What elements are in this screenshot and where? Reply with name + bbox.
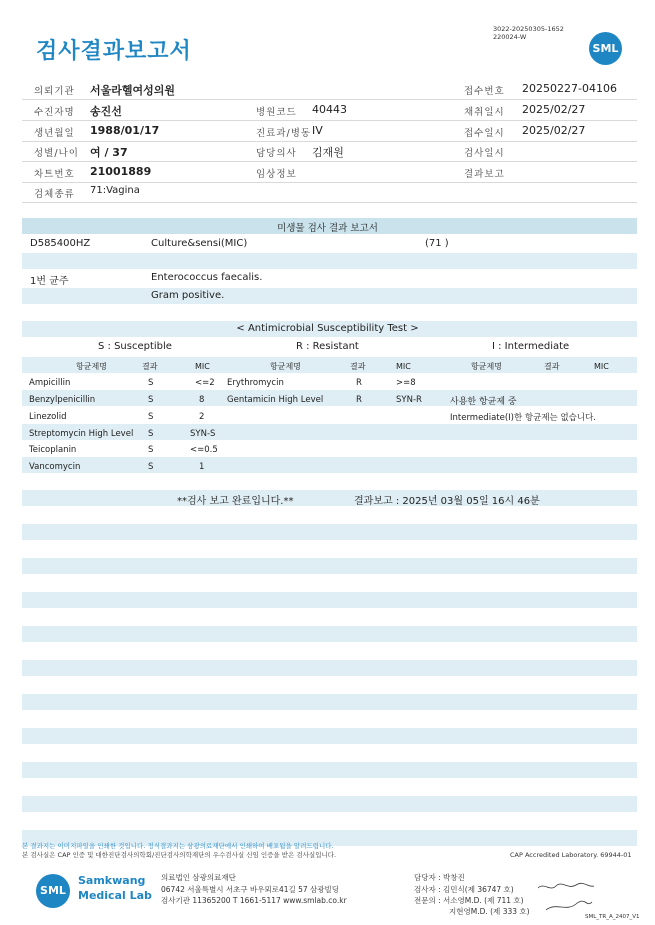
col-header-drug: 항균제명 bbox=[270, 362, 301, 371]
label-report: 결과보고 bbox=[464, 169, 505, 180]
ast-title: < Antimicrobial Susceptibility Test > bbox=[236, 323, 419, 334]
ast-result: S bbox=[148, 395, 154, 405]
doc-number-line-1: 3022-20250305-1652 bbox=[493, 25, 564, 33]
ast-drug: Benzylpenicillin bbox=[29, 395, 96, 405]
ast-drug: Teicoplanin bbox=[29, 445, 77, 455]
ast-drug: Linezolid bbox=[29, 412, 67, 422]
ast-mic: <=2 bbox=[195, 378, 215, 388]
organism-name: Enterococcus faecalis. bbox=[151, 272, 263, 283]
label-exam-date: 검사일시 bbox=[464, 148, 505, 159]
label-specimen: 검체종류 bbox=[34, 189, 75, 200]
staff-line-3: 전문의 : 서소영M.D. (제 711 호) bbox=[414, 896, 524, 905]
stripe bbox=[22, 592, 637, 608]
stripe bbox=[22, 796, 637, 812]
stripe bbox=[22, 558, 637, 574]
value-sex-age: 여 / 37 bbox=[90, 146, 128, 159]
stripe bbox=[22, 660, 637, 676]
specimen-code: (71 ) bbox=[425, 238, 449, 249]
ast-mic: <=0.5 bbox=[190, 445, 218, 455]
stripe bbox=[22, 253, 637, 269]
ast-mic: 1 bbox=[199, 462, 205, 472]
label-clinical-info: 임상정보 bbox=[256, 169, 297, 180]
legend-susceptible: S : Susceptible bbox=[98, 341, 172, 352]
sml-logo: SML bbox=[589, 32, 622, 65]
col-header-mic: MIC bbox=[396, 362, 411, 371]
stripe bbox=[22, 728, 637, 744]
stripe bbox=[22, 626, 637, 642]
label-hospital: 의뢰기관 bbox=[34, 86, 75, 97]
cap-accreditation: CAP Accredited Laboratory. 69944-01 bbox=[510, 851, 632, 859]
value-dept: IV bbox=[312, 124, 323, 137]
value-doctor: 김재원 bbox=[312, 146, 344, 159]
ast-result: R bbox=[356, 395, 362, 405]
signature-image bbox=[536, 880, 596, 916]
ast-mic: SYN-S bbox=[190, 429, 216, 439]
value-hospital-code: 40443 bbox=[312, 103, 347, 116]
label-receipt-date: 접수일시 bbox=[464, 128, 505, 139]
organism-label: 1번 균주 bbox=[30, 276, 69, 287]
staff-line-4: 지현영M.D. (제 333 호) bbox=[449, 907, 530, 916]
ast-mic: SYN-R bbox=[396, 395, 422, 405]
ast-result: S bbox=[148, 429, 154, 439]
footer-notice-2: 본 검사실은 CAP 인증 및 대한진단검사의학회/진단검사의학재단의 우수검사실 신임 인증을 받은 검사실입니다. bbox=[22, 851, 337, 859]
org-address: 06742 서울특별시 서초구 바우뫼로41길 57 삼광빌딩 bbox=[161, 885, 340, 894]
label-collection-date: 채취일시 bbox=[464, 107, 505, 118]
col-header-mic: MIC bbox=[195, 362, 210, 371]
report-title: 검사결과보고서 bbox=[36, 39, 192, 64]
micro-heading: 미생물 검사 결과 보고서 bbox=[277, 223, 378, 234]
sml-logo-small: SML bbox=[36, 874, 70, 908]
report-complete: **검사 보고 완료입니다.** bbox=[177, 496, 294, 507]
label-doctor: 담당의사 bbox=[256, 148, 297, 159]
value-collection-date: 2025/02/27 bbox=[522, 103, 586, 116]
ast-mic: 8 bbox=[199, 395, 205, 405]
value-receipt-date: 2025/02/27 bbox=[522, 124, 586, 137]
ast-drug: Streptomycin High Level bbox=[29, 429, 134, 439]
legend-intermediate: I : Intermediate bbox=[492, 341, 570, 352]
stripe bbox=[22, 390, 637, 406]
report-timestamp: 결과보고 : 2025년 03월 05일 16시 46분 bbox=[354, 496, 540, 507]
col-header-result: 결과 bbox=[544, 362, 560, 371]
info-row-1 bbox=[22, 79, 637, 100]
label-hospital-code: 병원코드 bbox=[256, 107, 297, 118]
value-hospital: 서울라헬여성의원 bbox=[90, 84, 176, 97]
footer-notice-1: 본 결과지는 이미지파일을 인쇄한 것입니다. 정식결과지는 삼광의료재단에서 인쇄하여 배포됨을 알려드립니다. bbox=[22, 842, 334, 850]
info-row-6 bbox=[22, 182, 637, 203]
label-dept: 진료과/병동 bbox=[256, 128, 312, 139]
ast-drug: Ampicillin bbox=[29, 378, 71, 388]
stripe bbox=[22, 694, 637, 710]
value-chart-no: 21001889 bbox=[90, 165, 152, 178]
ast-note-line-1: 사용한 항균제 중 bbox=[450, 397, 517, 407]
ast-result: S bbox=[148, 378, 154, 388]
form-code: SML_TR_A_2407_V1 bbox=[585, 914, 640, 920]
col-header-mic: MIC bbox=[594, 362, 609, 371]
ast-note-line-2: Intermediate(I)한 항균제는 없습니다. bbox=[450, 413, 596, 423]
test-name: Culture&sensi(MIC) bbox=[151, 238, 248, 249]
ast-result: R bbox=[356, 378, 362, 388]
label-sex-age: 성별/나이 bbox=[34, 148, 79, 159]
org-name: 의료법인 삼광의료재단 bbox=[161, 873, 236, 882]
ast-result: S bbox=[148, 412, 154, 422]
label-patient: 수진자명 bbox=[34, 107, 75, 118]
info-row-5 bbox=[22, 162, 637, 183]
brand-line-2: Medical Lab bbox=[78, 889, 152, 902]
ast-mic: >=8 bbox=[396, 378, 416, 388]
label-birth: 생년월일 bbox=[34, 128, 75, 139]
value-birth: 1988/01/17 bbox=[90, 124, 160, 137]
ast-drug: Vancomycin bbox=[29, 462, 81, 472]
gram-stain: Gram positive. bbox=[151, 290, 225, 301]
staff-line-1: 담당자 : 박창진 bbox=[414, 873, 465, 882]
test-code: D585400HZ bbox=[30, 238, 91, 249]
ast-result: S bbox=[148, 445, 154, 455]
label-receipt-no: 접수번호 bbox=[464, 86, 505, 97]
info-row-4 bbox=[22, 141, 637, 162]
value-receipt-no: 20250227-04106 bbox=[522, 82, 617, 95]
col-header-result: 결과 bbox=[350, 362, 366, 371]
document-number bbox=[493, 25, 564, 41]
staff-line-2: 검사자 : 김민식(제 36747 호) bbox=[414, 885, 514, 894]
legend-resistant: R : Resistant bbox=[296, 341, 359, 352]
stripe bbox=[22, 524, 637, 540]
stripe bbox=[22, 762, 637, 778]
completion-band bbox=[22, 490, 637, 506]
value-patient: 송진선 bbox=[90, 105, 122, 118]
org-registration: 검사기관 11365200 T 1661-5117 www.smlab.co.kr bbox=[161, 896, 347, 905]
ast-result: S bbox=[148, 462, 154, 472]
col-header-drug: 항균제명 bbox=[471, 362, 502, 371]
ast-drug: Erythromycin bbox=[227, 378, 284, 388]
col-header-result: 결과 bbox=[142, 362, 158, 371]
brand-line-1: Samkwang bbox=[78, 874, 146, 887]
stripe bbox=[22, 457, 637, 473]
col-header-drug: 항균제명 bbox=[76, 362, 107, 371]
doc-number-line-2: 220024-W bbox=[493, 33, 527, 41]
value-specimen: 71:Vagina bbox=[90, 185, 140, 196]
info-row-2 bbox=[22, 100, 637, 121]
label-chart-no: 차트번호 bbox=[34, 169, 75, 180]
info-row-3 bbox=[22, 121, 637, 142]
stripe bbox=[22, 288, 637, 304]
ast-drug: Gentamicin High Level bbox=[227, 395, 324, 405]
ast-mic: 2 bbox=[199, 412, 205, 422]
